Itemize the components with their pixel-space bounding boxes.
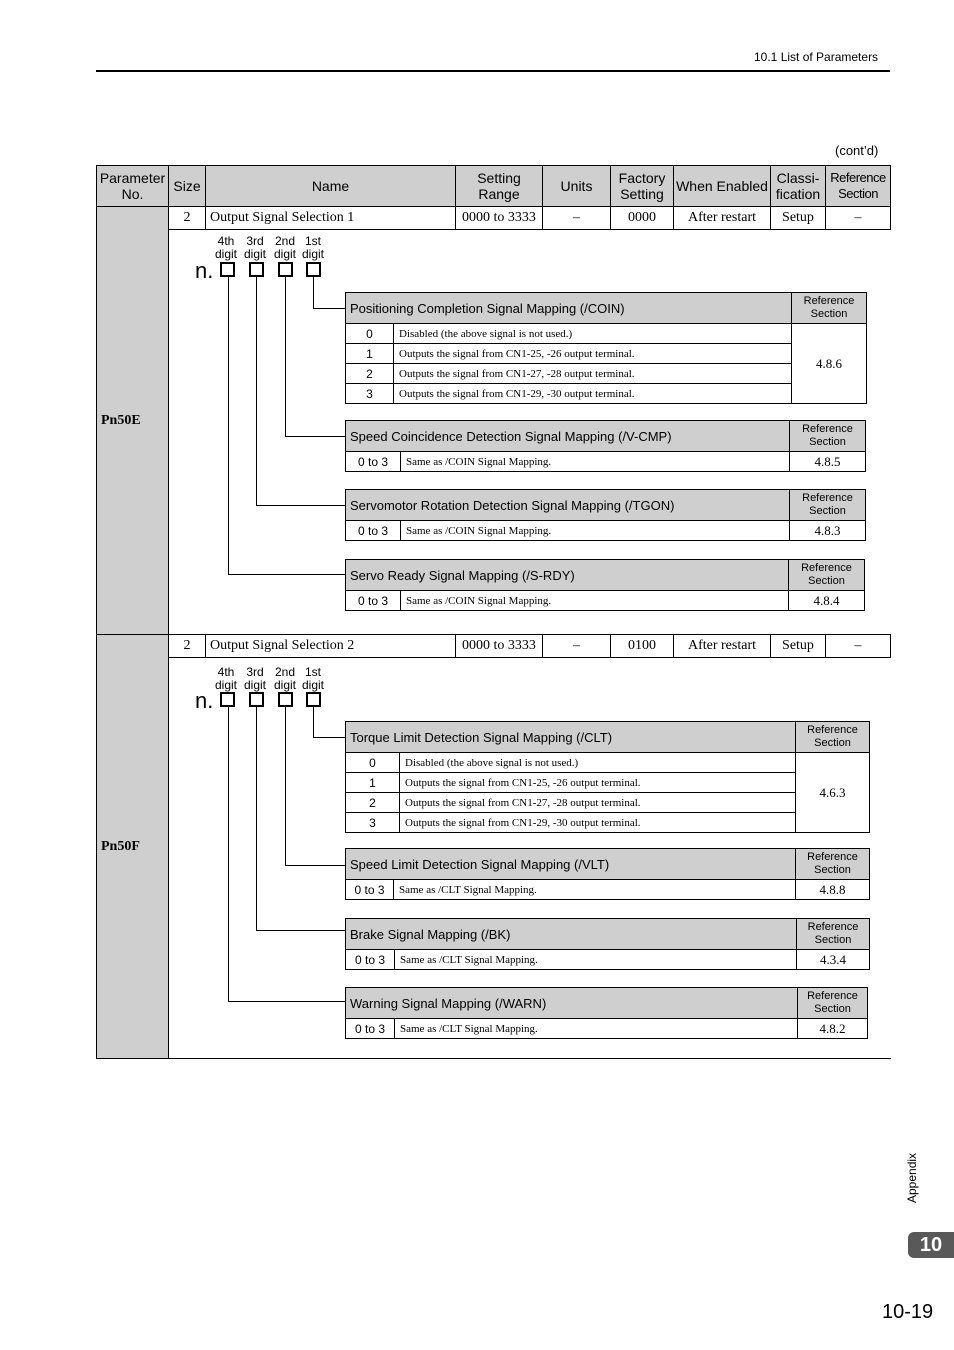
running-header: 10.1 List of Parameters xyxy=(754,50,879,64)
connector-line xyxy=(313,308,345,309)
ref-header: Reference Section xyxy=(796,722,870,753)
table-header-row xyxy=(97,166,891,207)
setting-value: 1 xyxy=(346,344,394,364)
setting-value: 0 xyxy=(346,753,400,773)
ref-cell: – xyxy=(826,635,891,658)
param-no-cell: Pn50F xyxy=(97,635,169,1059)
digit-title: Brake Signal Mapping (/BK) xyxy=(346,919,797,950)
chapter-tab: 10 xyxy=(908,1232,954,1258)
appendix-label: Appendix xyxy=(905,1152,919,1203)
col-reference-section: Reference Section xyxy=(826,166,891,207)
digit-title: Servomotor Rotation Detection Signal Mapping (/TGON) xyxy=(346,490,790,521)
ref-cell: – xyxy=(826,207,891,230)
digit-table-vcmp xyxy=(345,420,866,472)
ref-value: 4.8.6 xyxy=(792,324,867,404)
digit-table-srdy xyxy=(345,559,865,611)
ref-header: Reference Section xyxy=(792,293,867,324)
page-number: 10-19 xyxy=(882,1301,934,1323)
units-cell: – xyxy=(543,635,611,658)
setting-desc: Outputs the signal from CN1-29, -30 output terminal. xyxy=(400,813,796,833)
ref-value: 4.8.4 xyxy=(789,591,865,611)
ref-value: 4.3.4 xyxy=(797,950,870,970)
digit-box-icon xyxy=(306,262,321,277)
setting-desc: Same as /CLT Signal Mapping. xyxy=(395,1019,798,1039)
digit-table-bk xyxy=(345,918,870,970)
setting-value: 0 to 3 xyxy=(346,521,401,541)
ref-header: Reference Section xyxy=(798,988,868,1019)
name-cell: Output Signal Selection 1 xyxy=(206,207,456,230)
ref-value: 4.8.3 xyxy=(790,521,866,541)
param-no-cell: Pn50E xyxy=(97,207,169,635)
digit-box-icon xyxy=(220,262,235,277)
ref-header: Reference Section xyxy=(797,919,870,950)
setting-value: 0 xyxy=(346,324,394,344)
digit-label-4th: 4th digit xyxy=(214,234,237,261)
factory-cell: 0100 xyxy=(611,635,674,658)
setting-desc: Outputs the signal from CN1-29, -30 output terminal. xyxy=(394,384,792,404)
connector-line xyxy=(313,707,314,737)
connector-line xyxy=(256,505,345,506)
col-when-enabled: When Enabled xyxy=(674,166,771,207)
ref-header: Reference Section xyxy=(790,490,866,521)
connector-line xyxy=(256,930,345,931)
digit-table-warn xyxy=(345,987,868,1039)
setting-desc: Same as /CLT Signal Mapping. xyxy=(395,950,797,970)
table-row xyxy=(97,207,891,230)
col-setting-range: Setting Range xyxy=(456,166,543,207)
size-cell: 2 xyxy=(169,207,206,230)
ref-value: 4.8.5 xyxy=(790,452,866,472)
range-cell: 0000 to 3333 xyxy=(456,207,543,230)
setting-value: 2 xyxy=(346,793,400,813)
setting-desc: Disabled (the above signal is not used.) xyxy=(400,753,796,773)
digit-label-2nd: 2nd digit xyxy=(273,665,296,692)
connector-line xyxy=(285,707,286,865)
digit-box-icon xyxy=(249,692,264,707)
table-row xyxy=(97,635,891,658)
digit-box-icon xyxy=(278,262,293,277)
connector-line xyxy=(313,737,345,738)
digit-box-icon xyxy=(306,692,321,707)
connector-line xyxy=(285,277,286,436)
setting-desc: Disabled (the above signal is not used.) xyxy=(394,324,792,344)
col-name: Name xyxy=(206,166,456,207)
when-cell: After restart xyxy=(674,207,771,230)
setting-desc: Same as /COIN Signal Mapping. xyxy=(401,452,790,472)
setting-value: 0 to 3 xyxy=(346,950,395,970)
n-prefix: n. xyxy=(195,258,214,283)
ref-value: 4.6.3 xyxy=(796,753,870,833)
ref-value: 4.8.2 xyxy=(798,1019,868,1039)
digit-title: Torque Limit Detection Signal Mapping (/CLT) xyxy=(346,722,796,753)
setting-desc: Outputs the signal from CN1-25, -26 output terminal. xyxy=(394,344,792,364)
digit-box-icon xyxy=(249,262,264,277)
digit-label-3rd: 3rd digit xyxy=(243,665,266,692)
setting-value: 3 xyxy=(346,813,400,833)
setting-value: 0 to 3 xyxy=(346,452,401,472)
setting-value: 1 xyxy=(346,773,400,793)
connector-line xyxy=(313,277,314,308)
digit-table-vlt xyxy=(345,848,870,900)
setting-desc: Outputs the signal from CN1-27, -28 output terminal. xyxy=(400,793,796,813)
digit-title: Servo Ready Signal Mapping (/S-RDY) xyxy=(346,560,789,591)
col-units: Units xyxy=(543,166,611,207)
name-cell: Output Signal Selection 2 xyxy=(206,635,456,658)
digit-title: Speed Limit Detection Signal Mapping (/VLT) xyxy=(346,849,796,880)
setting-value: 3 xyxy=(346,384,394,404)
col-factory-setting: Factory Setting xyxy=(611,166,674,207)
digit-title: Speed Coincidence Detection Signal Mapping (/V-CMP) xyxy=(346,421,790,452)
continued-label: (cont’d) xyxy=(835,143,879,158)
digit-box-icon xyxy=(278,692,293,707)
factory-cell: 0000 xyxy=(611,207,674,230)
ref-header: Reference Section xyxy=(789,560,865,591)
connector-line xyxy=(285,865,345,866)
connector-line xyxy=(256,277,257,505)
digit-table-tgon xyxy=(345,489,866,541)
connector-line xyxy=(228,1001,345,1002)
setting-value: 2 xyxy=(346,364,394,384)
connector-line xyxy=(228,707,229,1001)
col-param-no: Parameter No. xyxy=(97,166,169,207)
setting-desc: Outputs the signal from CN1-27, -28 output terminal. xyxy=(394,364,792,384)
n-prefix: n. xyxy=(195,688,214,713)
digit-label-2nd: 2nd digit xyxy=(273,234,296,261)
digit-table-coin xyxy=(345,292,867,404)
when-cell: After restart xyxy=(674,635,771,658)
connector-line xyxy=(228,574,345,575)
digit-table-clt xyxy=(345,721,870,833)
setting-desc: Outputs the signal from CN1-25, -26 output terminal. xyxy=(400,773,796,793)
units-cell: – xyxy=(543,207,611,230)
class-cell: Setup xyxy=(771,635,826,658)
digit-label-3rd: 3rd digit xyxy=(243,234,266,261)
header-rule xyxy=(96,70,890,72)
connector-line xyxy=(285,436,345,437)
ref-header: Reference Section xyxy=(790,421,866,452)
col-size: Size xyxy=(169,166,206,207)
setting-desc: Same as /COIN Signal Mapping. xyxy=(401,591,789,611)
connector-line xyxy=(256,707,257,930)
ref-value: 4.8.8 xyxy=(796,880,870,900)
digit-title: Warning Signal Mapping (/WARN) xyxy=(346,988,798,1019)
digit-label-1st: 1st digit xyxy=(301,665,324,692)
size-cell: 2 xyxy=(169,635,206,658)
range-cell: 0000 to 3333 xyxy=(456,635,543,658)
setting-desc: Same as /CLT Signal Mapping. xyxy=(394,880,796,900)
setting-desc: Same as /COIN Signal Mapping. xyxy=(401,521,790,541)
setting-value: 0 to 3 xyxy=(346,880,394,900)
col-classification: Classi-fication xyxy=(771,166,826,207)
setting-value: 0 to 3 xyxy=(346,1019,395,1039)
setting-value: 0 to 3 xyxy=(346,591,401,611)
ref-header: Reference Section xyxy=(796,849,870,880)
digit-label-1st: 1st digit xyxy=(301,234,324,261)
class-cell: Setup xyxy=(771,207,826,230)
digit-label-4th: 4th digit xyxy=(214,665,237,692)
digit-box-icon xyxy=(220,692,235,707)
digit-title: Positioning Completion Signal Mapping (/COIN) xyxy=(346,293,792,324)
connector-line xyxy=(228,277,229,574)
